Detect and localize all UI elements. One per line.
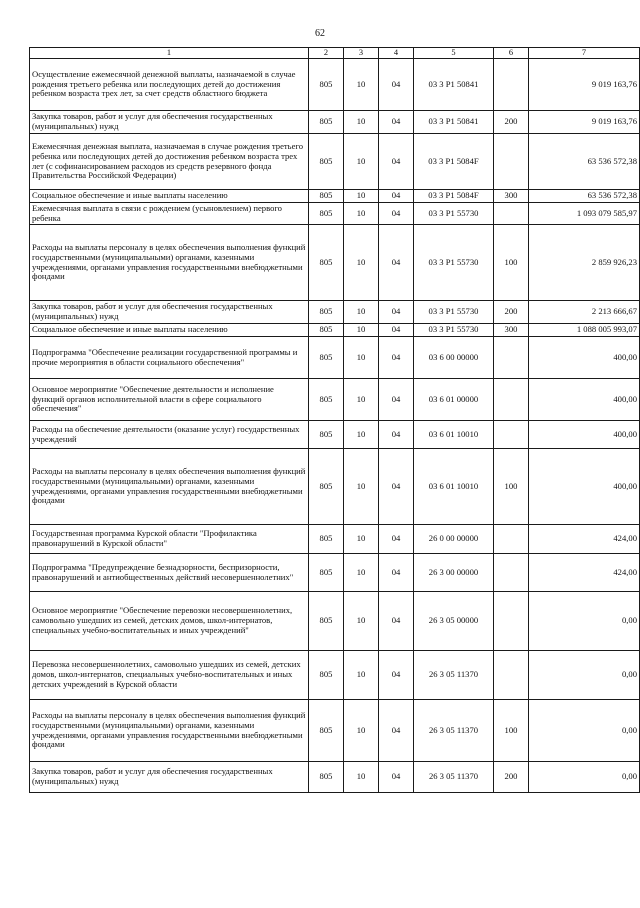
- cell-name: Ежемесячная выплата в связи с рождением (усыновлением) первого ребенка: [30, 203, 309, 225]
- cell-csr: 26 3 05 00000: [414, 592, 494, 651]
- cell-sum: 0,00: [529, 700, 640, 762]
- cell-csr: 03 6 01 10010: [414, 421, 494, 449]
- table-row: [30, 225, 640, 301]
- cell-rz: 10: [344, 203, 379, 225]
- cell-name: Социальное обеспечение и иные выплаты населению: [30, 190, 309, 203]
- cell-vr: [494, 337, 529, 379]
- cell-gr: 805: [309, 111, 344, 134]
- cell-csr: 03 6 01 10010: [414, 449, 494, 525]
- table-row: [30, 203, 640, 225]
- cell-csr: 03 6 00 00000: [414, 337, 494, 379]
- cell-csr: 03 3 P1 5084F: [414, 190, 494, 203]
- cell-rz: 10: [344, 525, 379, 554]
- cell-pr: 04: [379, 190, 414, 203]
- cell-pr: 04: [379, 225, 414, 301]
- table-row: [30, 324, 640, 337]
- cell-gr: 805: [309, 449, 344, 525]
- cell-csr: 03 6 01 00000: [414, 379, 494, 421]
- cell-csr: 26 3 05 11370: [414, 700, 494, 762]
- table-row: [30, 111, 640, 134]
- cell-gr: 805: [309, 190, 344, 203]
- table-row: [30, 449, 640, 525]
- cell-name: Закупка товаров, работ и услуг для обеспечения государственных (муниципальных) нужд: [30, 111, 309, 134]
- cell-name: Закупка товаров, работ и услуг для обеспечения государственных (муниципальных) нужд: [30, 762, 309, 793]
- table-row: [30, 554, 640, 592]
- cell-pr: 04: [379, 554, 414, 592]
- cell-rz: 10: [344, 59, 379, 111]
- column-header: 2: [309, 48, 344, 59]
- column-header: 1: [30, 48, 309, 59]
- cell-pr: 04: [379, 525, 414, 554]
- cell-vr: [494, 592, 529, 651]
- cell-rz: 10: [344, 700, 379, 762]
- cell-name: Закупка товаров, работ и услуг для обеспечения государственных (муниципальных) нужд: [30, 301, 309, 324]
- cell-gr: 805: [309, 324, 344, 337]
- cell-pr: 04: [379, 762, 414, 793]
- cell-rz: 10: [344, 134, 379, 190]
- cell-gr: 805: [309, 700, 344, 762]
- cell-gr: 805: [309, 59, 344, 111]
- cell-name: Основное мероприятие "Обеспечение перевозки несовершеннолетних, самовольно ушедших из семей, детских домов, школ-интернатов, специальных учебно-воспитательных и иных учреждений": [30, 592, 309, 651]
- cell-gr: 805: [309, 225, 344, 301]
- cell-vr: [494, 651, 529, 700]
- cell-csr: 03 3 P1 5084F: [414, 134, 494, 190]
- table-row: [30, 190, 640, 203]
- cell-vr: [494, 421, 529, 449]
- cell-pr: 04: [379, 301, 414, 324]
- table-row: [30, 301, 640, 324]
- cell-vr: [494, 134, 529, 190]
- cell-name: Осуществление ежемесячной денежной выплаты, назначаемой в случае рождения третьего ребенка или последующих детей до достижения ребенком возраста трех лет, за счет средств областного бюджета: [30, 59, 309, 111]
- cell-vr: 100: [494, 225, 529, 301]
- cell-vr: 100: [494, 700, 529, 762]
- cell-gr: 805: [309, 762, 344, 793]
- cell-rz: 10: [344, 111, 379, 134]
- cell-sum: 0,00: [529, 592, 640, 651]
- cell-sum: 0,00: [529, 762, 640, 793]
- page-number: 62: [315, 28, 325, 39]
- cell-gr: 805: [309, 134, 344, 190]
- table-row: [30, 700, 640, 762]
- cell-rz: 10: [344, 449, 379, 525]
- cell-rz: 10: [344, 301, 379, 324]
- cell-sum: 63 536 572,38: [529, 134, 640, 190]
- cell-csr: 03 3 P1 55730: [414, 225, 494, 301]
- cell-rz: 10: [344, 762, 379, 793]
- cell-name: Государственная программа Курской области "Профилактика правонарушений в Курской области": [30, 525, 309, 554]
- cell-gr: 805: [309, 301, 344, 324]
- column-header: 7: [529, 48, 640, 59]
- cell-rz: 10: [344, 379, 379, 421]
- table-row: [30, 651, 640, 700]
- cell-gr: 805: [309, 554, 344, 592]
- header-row: [30, 48, 640, 59]
- cell-vr: 300: [494, 190, 529, 203]
- cell-csr: 26 3 05 11370: [414, 651, 494, 700]
- cell-vr: 200: [494, 762, 529, 793]
- table-row: [30, 337, 640, 379]
- cell-sum: 400,00: [529, 449, 640, 525]
- cell-gr: 805: [309, 421, 344, 449]
- cell-csr: 03 3 P1 55730: [414, 301, 494, 324]
- cell-sum: 9 019 163,76: [529, 59, 640, 111]
- cell-gr: 805: [309, 379, 344, 421]
- cell-rz: 10: [344, 592, 379, 651]
- cell-rz: 10: [344, 421, 379, 449]
- cell-rz: 10: [344, 554, 379, 592]
- column-header: 6: [494, 48, 529, 59]
- cell-name: Перевозка несовершеннолетних, самовольно ушедших из семей, детских домов, школ-интернатов, специальных учебно-воспитательных и иных детских учреждений в Курской области: [30, 651, 309, 700]
- cell-name: Социальное обеспечение и иные выплаты населению: [30, 324, 309, 337]
- table-row: [30, 762, 640, 793]
- cell-sum: 0,00: [529, 651, 640, 700]
- cell-gr: 805: [309, 525, 344, 554]
- cell-gr: 805: [309, 337, 344, 379]
- cell-rz: 10: [344, 190, 379, 203]
- cell-rz: 10: [344, 651, 379, 700]
- cell-csr: 03 3 P1 50841: [414, 111, 494, 134]
- cell-pr: 04: [379, 134, 414, 190]
- cell-gr: 805: [309, 203, 344, 225]
- cell-csr: 03 3 P1 50841: [414, 59, 494, 111]
- cell-pr: 04: [379, 337, 414, 379]
- cell-vr: 100: [494, 449, 529, 525]
- cell-vr: [494, 554, 529, 592]
- cell-name: Ежемесячная денежная выплата, назначаемая в случае рождения третьего ребенка или последующих детей до достижения ребенком возраста трех лет (с софинансированием расходов из средств резервного фонда Правительства Российской Федерации): [30, 134, 309, 190]
- cell-sum: 400,00: [529, 421, 640, 449]
- cell-pr: 04: [379, 59, 414, 111]
- cell-name: Расходы на выплаты персоналу в целях обеспечения выполнения функций государственными (муниципальными) органами, казенными учреждениями, органами управления государственными внебюджетными фондами: [30, 225, 309, 301]
- cell-pr: 04: [379, 651, 414, 700]
- cell-rz: 10: [344, 337, 379, 379]
- table-row: [30, 59, 640, 111]
- cell-sum: 63 536 572,38: [529, 190, 640, 203]
- cell-pr: 04: [379, 449, 414, 525]
- cell-sum: 2 213 666,67: [529, 301, 640, 324]
- cell-name: Расходы на обеспечение деятельности (оказание услуг) государственных учреждений: [30, 421, 309, 449]
- cell-name: Расходы на выплаты персоналу в целях обеспечения выполнения функций государственными (муниципальными) органами, казенными учреждениями, органами управления государственными внебюджетными фондами: [30, 700, 309, 762]
- cell-pr: 04: [379, 421, 414, 449]
- cell-vr: [494, 525, 529, 554]
- cell-sum: 424,00: [529, 525, 640, 554]
- cell-pr: 04: [379, 592, 414, 651]
- cell-pr: 04: [379, 324, 414, 337]
- cell-name: Основное мероприятие "Обеспечение деятельности и исполнение функций органов исполнительной власти в сфере социального обеспечения": [30, 379, 309, 421]
- cell-name: Подпрограмма "Предупреждение безнадзорности, беспризорности, правонарушений и антиобщественных действий несовершеннолетних": [30, 554, 309, 592]
- cell-sum: 2 859 926,23: [529, 225, 640, 301]
- cell-sum: 400,00: [529, 337, 640, 379]
- cell-sum: 424,00: [529, 554, 640, 592]
- cell-pr: 04: [379, 700, 414, 762]
- cell-csr: 26 0 00 00000: [414, 525, 494, 554]
- cell-gr: 805: [309, 651, 344, 700]
- cell-csr: 26 3 05 11370: [414, 762, 494, 793]
- table-row: [30, 379, 640, 421]
- cell-vr: [494, 379, 529, 421]
- cell-rz: 10: [344, 225, 379, 301]
- cell-rz: 10: [344, 324, 379, 337]
- cell-sum: 9 019 163,76: [529, 111, 640, 134]
- cell-pr: 04: [379, 111, 414, 134]
- cell-vr: [494, 59, 529, 111]
- column-header: 5: [414, 48, 494, 59]
- table-row: [30, 525, 640, 554]
- cell-vr: 200: [494, 111, 529, 134]
- cell-name: Подпрограмма "Обеспечение реализации государственной программы и прочие мероприятия в области социального обеспечения": [30, 337, 309, 379]
- cell-vr: 300: [494, 324, 529, 337]
- column-header: 3: [344, 48, 379, 59]
- column-header: 4: [379, 48, 414, 59]
- cell-csr: 03 3 P1 55730: [414, 324, 494, 337]
- cell-name: Расходы на выплаты персоналу в целях обеспечения выполнения функций государственными (муниципальными) органами, казенными учреждениями, органами управления государственными внебюджетными фондами: [30, 449, 309, 525]
- table-row: [30, 134, 640, 190]
- budget-table: [29, 47, 640, 793]
- cell-sum: 400,00: [529, 379, 640, 421]
- cell-vr: 200: [494, 301, 529, 324]
- table-row: [30, 592, 640, 651]
- cell-sum: 1 088 005 993,07: [529, 324, 640, 337]
- cell-sum: 1 093 079 585,97: [529, 203, 640, 225]
- cell-csr: 03 3 P1 55730: [414, 203, 494, 225]
- cell-pr: 04: [379, 203, 414, 225]
- cell-gr: 805: [309, 592, 344, 651]
- table-row: [30, 421, 640, 449]
- cell-csr: 26 3 00 00000: [414, 554, 494, 592]
- cell-vr: [494, 203, 529, 225]
- cell-pr: 04: [379, 379, 414, 421]
